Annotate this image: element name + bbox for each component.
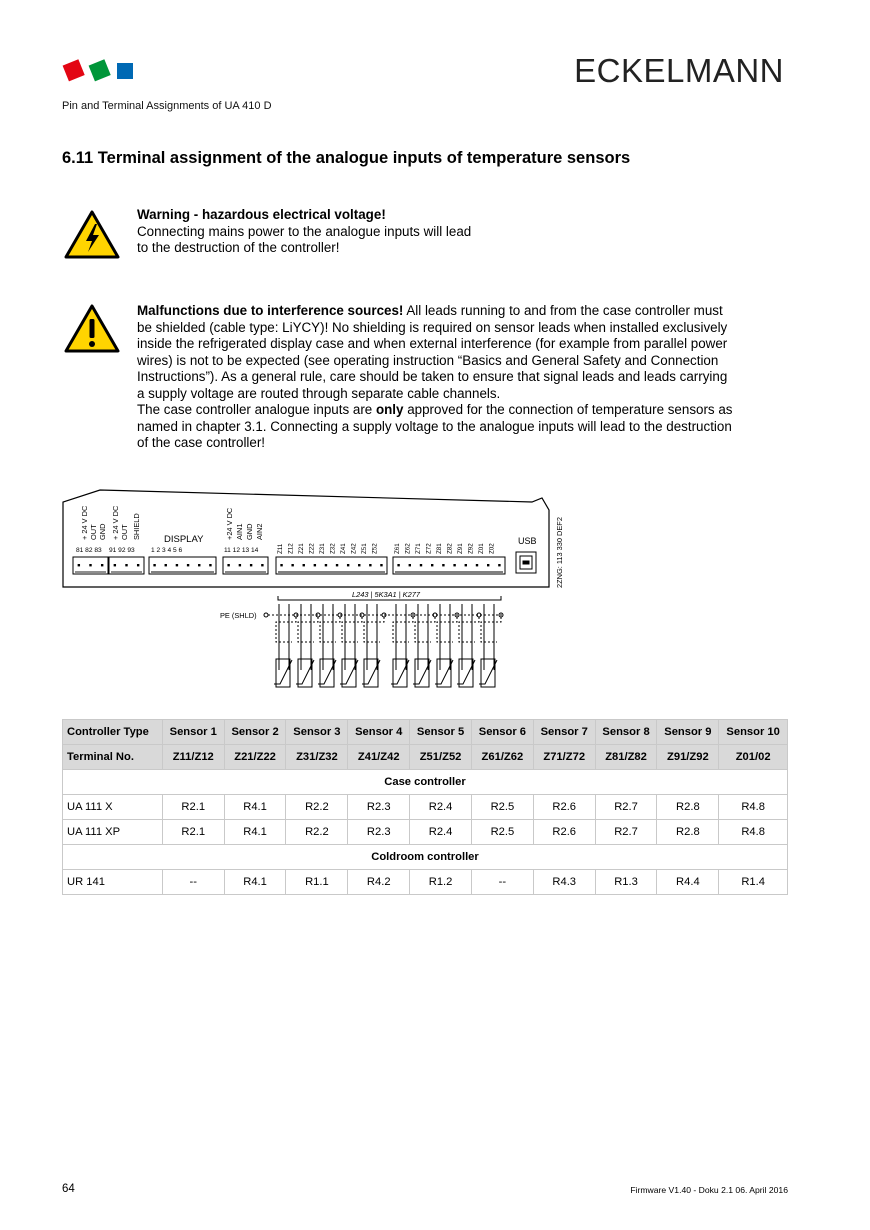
terminal-label: GND: [98, 523, 107, 540]
table-row: [63, 795, 788, 820]
table-cell: R2.4: [410, 795, 472, 820]
pe-shield-label: PE (SHLD): [220, 611, 257, 620]
terminal-screw: [347, 564, 349, 566]
thermistor-icon: [276, 659, 290, 687]
warning-interference-lead: All leads running to and from the case controller must: [403, 303, 723, 318]
table-header-cell: Z51/Z52: [410, 745, 472, 770]
sensor-terminal-label: Z31: [319, 543, 326, 554]
terminal-screw: [358, 564, 360, 566]
table-cell: R4.4: [657, 870, 719, 895]
sensor-terminal-label: Z92: [467, 543, 475, 554]
table-cell: R2.7: [595, 795, 657, 820]
terminal-screw: [239, 564, 241, 566]
terminal-screw: [325, 564, 327, 566]
thermistor-icon: [437, 659, 451, 687]
table-group-row: [63, 845, 788, 870]
table-header-cell: Z91/Z92: [657, 745, 719, 770]
terminal-screw: [114, 564, 116, 566]
terminal-screw: [303, 564, 305, 566]
table-cell: R2.8: [657, 820, 719, 845]
terminal-label: AIN1: [235, 523, 244, 540]
sensor-terminal-label: Z22: [308, 543, 316, 554]
terminal-screw: [101, 564, 103, 566]
table-cell: R2.3: [348, 795, 410, 820]
table-group-label: Coldroom controller: [63, 845, 788, 870]
terminal-screw: [498, 564, 500, 566]
warning-approval-pre: The case controller analogue inputs are: [137, 402, 376, 417]
terminal-screw: [465, 564, 467, 566]
table-cell: R2.3: [348, 820, 410, 845]
terminal-screw: [420, 564, 422, 566]
table-header-cell: Z01/02: [719, 745, 788, 770]
table-header-cell: Sensor 3: [286, 720, 348, 745]
warning-interference-line: inside the refrigerated display case and when external interference (for example from parallel power: [137, 336, 728, 351]
sensor-terminal-label: Z72: [425, 543, 433, 554]
terminal-screw: [280, 564, 282, 566]
sensor-terminal-table: [62, 719, 788, 895]
terminal-screw: [487, 564, 489, 566]
table-cell: R2.1: [162, 795, 224, 820]
table-header-cell: Sensor 10: [719, 720, 788, 745]
table-header-cell: Z71/Z72: [533, 745, 595, 770]
table-header-cell: Z41/Z42: [348, 745, 410, 770]
terminal-screw: [176, 564, 178, 566]
terminal-screw: [380, 564, 382, 566]
terminal-screw: [431, 564, 433, 566]
table-cell: R1.1: [286, 870, 348, 895]
terminal-screw: [261, 564, 263, 566]
sensor-terminal-label: Z41: [340, 543, 347, 554]
table-cell: --: [471, 870, 533, 895]
terminal-pin-numbers: 11 12 13 14: [224, 547, 259, 554]
sensor-terminal-label: Z12: [287, 543, 295, 554]
table-header-cell: Sensor 7: [533, 720, 595, 745]
usb-label: USB: [518, 536, 537, 546]
table-cell: --: [162, 870, 224, 895]
warning-voltage-title: Warning - hazardous electrical voltage!: [137, 207, 386, 222]
table-cell: R2.8: [657, 795, 719, 820]
sensor-terminal-label: Z42: [350, 543, 358, 554]
sensor-terminal-label: Z21: [298, 543, 305, 554]
table-header-cell: Controller Type: [63, 720, 163, 745]
table-cell: R4.8: [719, 820, 788, 845]
table-row: [63, 870, 788, 895]
terminal-pin-numbers: 91 92 93: [109, 547, 135, 554]
drawing-number: 2ZNG: 113 330 DEF2: [555, 517, 564, 588]
caution-warning-icon: [64, 304, 120, 354]
terminal-screw: [227, 564, 229, 566]
table-cell: R1.3: [595, 870, 657, 895]
thermistor-icon: [320, 659, 334, 687]
sensor-terminal-label: Z71: [415, 543, 422, 554]
table-cell: R2.7: [595, 820, 657, 845]
terminal-screw: [409, 564, 411, 566]
warning-interference-line: be shielded (cable type: LiYCY)! No shielding is required on sensor leads when installed exclusively: [137, 319, 728, 335]
terminal-screw: [250, 564, 252, 566]
table-cell: R2.1: [162, 820, 224, 845]
sensor-terminal-label: Z91: [457, 543, 464, 554]
warning-approval-line: named in chapter 3.1. Connecting a supply voltage to the analogue inputs will lead to the destruction: [137, 418, 732, 434]
sensor-terminal-label: Z81: [436, 543, 443, 554]
table-header-cell: Sensor 4: [348, 720, 410, 745]
table-cell: R2.2: [286, 795, 348, 820]
table-cell: R2.4: [410, 820, 472, 845]
terminal-label: SHIELD: [132, 513, 141, 540]
table-cell: R4.8: [719, 795, 788, 820]
warning-voltage-line: to the destruction of the controller!: [137, 240, 340, 255]
table-header-cell: Sensor 6: [471, 720, 533, 745]
sensor-terminal-label: Z61: [394, 543, 401, 554]
usb-connector-icon: [516, 552, 536, 573]
table-header-cell: Z31/Z32: [286, 745, 348, 770]
terminal-block: [149, 557, 216, 574]
terminal-screw: [125, 564, 127, 566]
terminal-screw: [187, 564, 189, 566]
warning-interference-line: wires) is not to be expected (see operating instruction “Basics and General Safety and Connection: [137, 352, 719, 368]
terminal-label: GND: [245, 523, 254, 540]
sensor-terminal-label: Z32: [329, 543, 337, 554]
terminal-label: + 24 V DC: [80, 505, 89, 540]
sensor-terminal-label: Z02: [488, 543, 496, 554]
page-number: 64: [62, 1183, 75, 1195]
warning-approval-bold: only: [375, 402, 404, 417]
terminal-screw: [369, 564, 371, 566]
terminal-screw: [291, 564, 293, 566]
table-group-row: [63, 770, 788, 795]
table-header-cell: Z81/Z82: [595, 745, 657, 770]
high-voltage-warning-icon: [64, 210, 120, 260]
terminal-screw: [89, 564, 91, 566]
terminal-screw: [442, 564, 444, 566]
table-header-row: [63, 745, 788, 770]
table-cell: UR 141: [63, 870, 163, 895]
terminal-screw: [453, 564, 455, 566]
terminal-label: OUT: [120, 524, 129, 540]
header-subtitle: Pin and Terminal Assignments of UA 410 D: [62, 100, 272, 112]
terminal-screw: [476, 564, 478, 566]
terminal-pin-numbers: 1 2 3 4 5 6: [151, 547, 183, 554]
footer-info: Firmware V1.40 - Doku 2.1 06. April 2016: [630, 1185, 788, 1195]
sensor-terminal-label: Z11: [277, 543, 284, 554]
terminal-screw: [397, 564, 399, 566]
table-header-cell: Sensor 2: [224, 720, 286, 745]
terminal-diagram: [62, 484, 622, 694]
section-title: 6.11 Terminal assignment of the analogue inputs of temperature sensors: [62, 149, 631, 167]
terminal-label: +24 V DC: [225, 507, 234, 540]
table-header-cell: Sensor 1: [162, 720, 224, 745]
sensor-terminal-label: Z62: [404, 543, 412, 554]
table-row: [63, 820, 788, 845]
terminal-screw: [165, 564, 167, 566]
table-header-cell: Terminal No.: [63, 745, 163, 770]
warning-approval-line: of the case controller!: [137, 435, 266, 450]
sensor-bracket-label: L243 | 5K3A1 | K277: [352, 590, 420, 599]
table-cell: R4.1: [224, 870, 286, 895]
brand-logotype: ECKELMANN: [574, 52, 784, 89]
table-cell: R4.2: [348, 870, 410, 895]
warning-interference-text: [137, 303, 797, 452]
terminal-screw: [78, 564, 80, 566]
terminal-label: + 24 V DC: [111, 505, 120, 540]
table-header-cell: Z21/Z22: [224, 745, 286, 770]
table-cell: R1.4: [719, 870, 788, 895]
terminal-screw: [153, 564, 155, 566]
thermistor-icon: [415, 659, 429, 687]
terminal-screw: [314, 564, 316, 566]
table-cell: R2.5: [471, 795, 533, 820]
warning-voltage-text: [137, 207, 797, 257]
table-cell: R2.2: [286, 820, 348, 845]
table-header-cell: Z11/Z12: [162, 745, 224, 770]
terminal-screw: [137, 564, 139, 566]
warning-interference-line: a supply voltage are routed through separate cable channels.: [137, 385, 501, 401]
terminal-label: AIN2: [255, 523, 264, 540]
table-cell: R2.6: [533, 820, 595, 845]
table-cell: R2.6: [533, 795, 595, 820]
thermistor-icon: [342, 659, 356, 687]
table-cell: UA 111 X: [63, 795, 163, 820]
warning-voltage-line: Connecting mains power to the analogue inputs will lead: [137, 223, 472, 239]
table-header-cell: Sensor 5: [410, 720, 472, 745]
terminal-screw: [336, 564, 338, 566]
terminal-screw: [198, 564, 200, 566]
thermistor-icon: [298, 659, 312, 687]
sensor-terminal-label: Z52: [371, 543, 379, 554]
table-cell: UA 111 XP: [63, 820, 163, 845]
table-group-label: Case controller: [63, 770, 788, 795]
thermistor-icon: [364, 659, 378, 687]
warning-interference-title: Malfunctions due to interference sources!: [137, 303, 404, 318]
display-label: DISPLAY: [164, 534, 204, 545]
table-cell: R4.1: [224, 795, 286, 820]
thermistor-icon: [481, 659, 495, 687]
table-cell: R4.3: [533, 870, 595, 895]
table-cell: R4.1: [224, 820, 286, 845]
sensor-terminal-label: Z82: [446, 543, 454, 554]
terminal-screw: [209, 564, 211, 566]
sensor-terminal-label: Z01: [478, 543, 485, 554]
sensor-terminal-label: Z51: [361, 543, 368, 554]
table-header-cell: Sensor 9: [657, 720, 719, 745]
warning-approval-post: approved for the connection of temperature sensors as: [403, 402, 733, 417]
table-header-cell: Sensor 8: [595, 720, 657, 745]
thermistor-icon: [393, 659, 407, 687]
pe-terminal-point: [264, 613, 268, 617]
table-cell: R2.5: [471, 820, 533, 845]
eckelmann-logo-icon: [62, 58, 137, 84]
table-header-row: [63, 720, 788, 745]
table-header-cell: Z61/Z62: [471, 745, 533, 770]
thermistor-icon: [459, 659, 473, 687]
terminal-pin-numbers: 81 82 83: [76, 547, 102, 554]
terminal-label: OUT: [89, 524, 98, 540]
table-cell: R1.2: [410, 870, 472, 895]
warning-interference-line: Instructions”). As a general rule, care should be taken to ensure that signal leads and leads carrying: [137, 369, 728, 384]
